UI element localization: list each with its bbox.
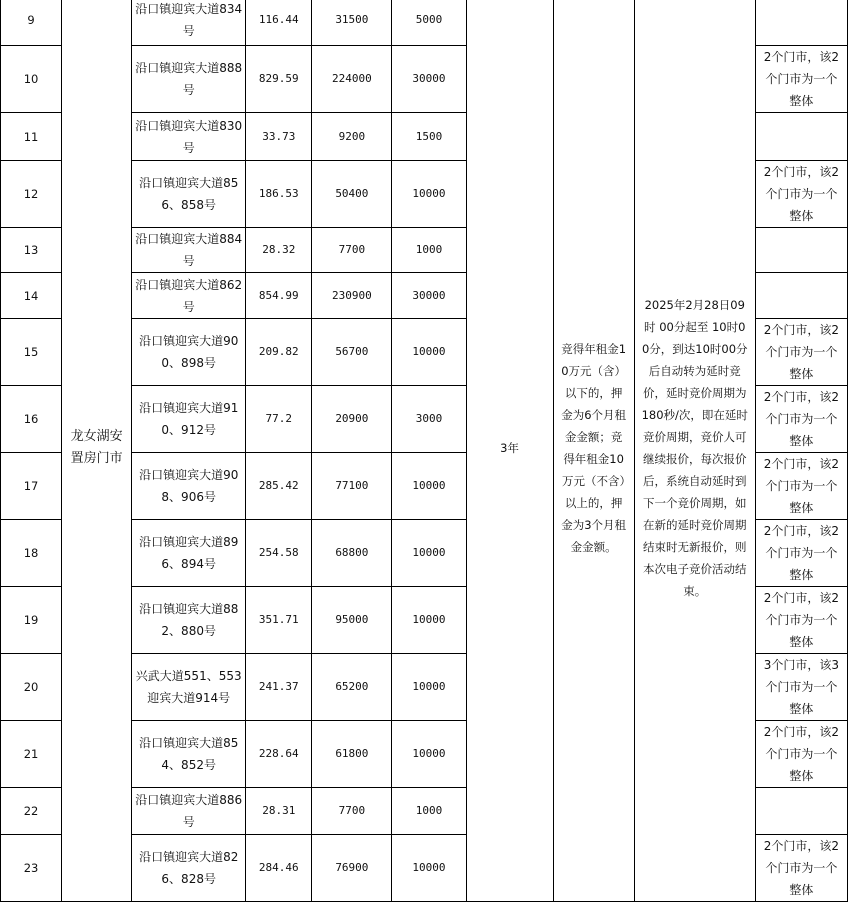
remark-cell xyxy=(755,228,847,273)
area-cell: 33.73 xyxy=(246,113,312,161)
lease-term-cell: 3年 xyxy=(466,0,553,902)
rent-cell: 50400 xyxy=(312,161,392,228)
remark-cell xyxy=(755,788,847,835)
rent-cell: 20900 xyxy=(312,386,392,453)
address-cell: 沿口镇迎宾大道862号 xyxy=(132,273,246,319)
row-number-cell: 14 xyxy=(1,273,62,319)
address-cell: 沿口镇迎宾大道896、894号 xyxy=(132,520,246,587)
address-cell: 沿口镇迎宾大道888号 xyxy=(132,46,246,113)
row-number-cell: 13 xyxy=(1,228,62,273)
remark-cell: 3个门市，该3个门市为一个整体 xyxy=(755,654,847,721)
remark-cell: 2个门市，该2个门市为一个整体 xyxy=(755,587,847,654)
address-cell: 沿口镇迎宾大道830号 xyxy=(132,113,246,161)
remark-cell: 2个门市，该2个门市为一个整体 xyxy=(755,46,847,113)
row-number-cell: 15 xyxy=(1,319,62,386)
rent-cell: 7700 xyxy=(312,228,392,273)
row-number-cell: 17 xyxy=(1,453,62,520)
increment-cell: 1000 xyxy=(392,788,466,835)
rent-cell: 56700 xyxy=(312,319,392,386)
location-cell: 龙女湖安置房门市 xyxy=(62,0,132,902)
increment-cell: 1500 xyxy=(392,113,466,161)
area-cell: 854.99 xyxy=(246,273,312,319)
address-cell: 兴武大道551、553迎宾大道914号 xyxy=(132,654,246,721)
increment-cell: 10000 xyxy=(392,520,466,587)
address-cell: 沿口镇迎宾大道884号 xyxy=(132,228,246,273)
area-cell: 284.46 xyxy=(246,835,312,902)
rent-cell: 61800 xyxy=(312,721,392,788)
address-cell: 沿口镇迎宾大道908、906号 xyxy=(132,453,246,520)
deposit-rule-cell: 竞得年租金10万元（含）以下的，押金为6个月租金金额；竞得年租金10万元（不含）以上的，押金为3个月租金金额。 xyxy=(553,0,634,902)
row-number-cell: 10 xyxy=(1,46,62,113)
remark-cell: 2个门市，该2个门市为一个整体 xyxy=(755,721,847,788)
remark-cell xyxy=(755,273,847,319)
remark-cell: 2个门市，该2个门市为一个整体 xyxy=(755,161,847,228)
rent-cell: 65200 xyxy=(312,654,392,721)
area-cell: 254.58 xyxy=(246,520,312,587)
rent-cell: 7700 xyxy=(312,788,392,835)
increment-cell: 10000 xyxy=(392,453,466,520)
increment-cell: 10000 xyxy=(392,587,466,654)
address-cell: 沿口镇迎宾大道900、898号 xyxy=(132,319,246,386)
increment-cell: 10000 xyxy=(392,835,466,902)
rent-cell: 9200 xyxy=(312,113,392,161)
increment-cell: 1000 xyxy=(392,228,466,273)
area-cell: 28.32 xyxy=(246,228,312,273)
remark-cell: 2个门市，该2个门市为一个整体 xyxy=(755,453,847,520)
address-cell: 沿口镇迎宾大道856、858号 xyxy=(132,161,246,228)
rent-cell: 68800 xyxy=(312,520,392,587)
row-number-cell: 19 xyxy=(1,587,62,654)
row-number-cell: 12 xyxy=(1,161,62,228)
remark-cell xyxy=(755,113,847,161)
area-cell: 186.53 xyxy=(246,161,312,228)
table-row xyxy=(1,0,848,46)
address-cell: 沿口镇迎宾大道910、912号 xyxy=(132,386,246,453)
remark-cell: 2个门市，该2个门市为一个整体 xyxy=(755,386,847,453)
increment-cell: 30000 xyxy=(392,273,466,319)
row-number-cell: 23 xyxy=(1,835,62,902)
increment-cell: 10000 xyxy=(392,721,466,788)
area-cell: 228.64 xyxy=(246,721,312,788)
rent-cell: 77100 xyxy=(312,453,392,520)
table-body xyxy=(1,0,848,902)
area-cell: 28.31 xyxy=(246,788,312,835)
address-cell: 沿口镇迎宾大道834号 xyxy=(132,0,246,46)
rent-cell: 31500 xyxy=(312,0,392,46)
area-cell: 241.37 xyxy=(246,654,312,721)
auction-rule-cell: 2025年2月28日09时 00分起至 10时00分，到达10时00分后自动转为延时竞价，延时竞价周期为180秒/次，即在延时竞价周期，竞价人可继续报价，每次报价后，系统自动延时到下一个竞价周期，如在新的延时竞价周期结束时无新报价，则本次电子竞价活动结束。 xyxy=(634,0,755,902)
rent-cell: 230900 xyxy=(312,273,392,319)
area-cell: 77.2 xyxy=(246,386,312,453)
increment-cell: 3000 xyxy=(392,386,466,453)
row-number-cell: 18 xyxy=(1,520,62,587)
area-cell: 209.82 xyxy=(246,319,312,386)
row-number-cell: 20 xyxy=(1,654,62,721)
rent-cell: 76900 xyxy=(312,835,392,902)
row-number-cell: 16 xyxy=(1,386,62,453)
area-cell: 116.44 xyxy=(246,0,312,46)
area-cell: 351.71 xyxy=(246,587,312,654)
increment-cell: 10000 xyxy=(392,161,466,228)
address-cell: 沿口镇迎宾大道886号 xyxy=(132,788,246,835)
remark-cell: 2个门市，该2个门市为一个整体 xyxy=(755,835,847,902)
remark-cell: 2个门市，该2个门市为一个整体 xyxy=(755,319,847,386)
increment-cell: 30000 xyxy=(392,46,466,113)
row-number-cell: 11 xyxy=(1,113,62,161)
area-cell: 829.59 xyxy=(246,46,312,113)
row-number-cell: 9 xyxy=(1,0,62,46)
address-cell: 沿口镇迎宾大道882、880号 xyxy=(132,587,246,654)
increment-cell: 10000 xyxy=(392,654,466,721)
remark-cell xyxy=(755,0,847,46)
address-cell: 沿口镇迎宾大道826、828号 xyxy=(132,835,246,902)
row-number-cell: 21 xyxy=(1,721,62,788)
rent-cell: 95000 xyxy=(312,587,392,654)
address-cell: 沿口镇迎宾大道854、852号 xyxy=(132,721,246,788)
increment-cell: 5000 xyxy=(392,0,466,46)
increment-cell: 10000 xyxy=(392,319,466,386)
row-number-cell: 22 xyxy=(1,788,62,835)
remark-cell: 2个门市，该2个门市为一个整体 xyxy=(755,520,847,587)
area-cell: 285.42 xyxy=(246,453,312,520)
rent-cell: 224000 xyxy=(312,46,392,113)
